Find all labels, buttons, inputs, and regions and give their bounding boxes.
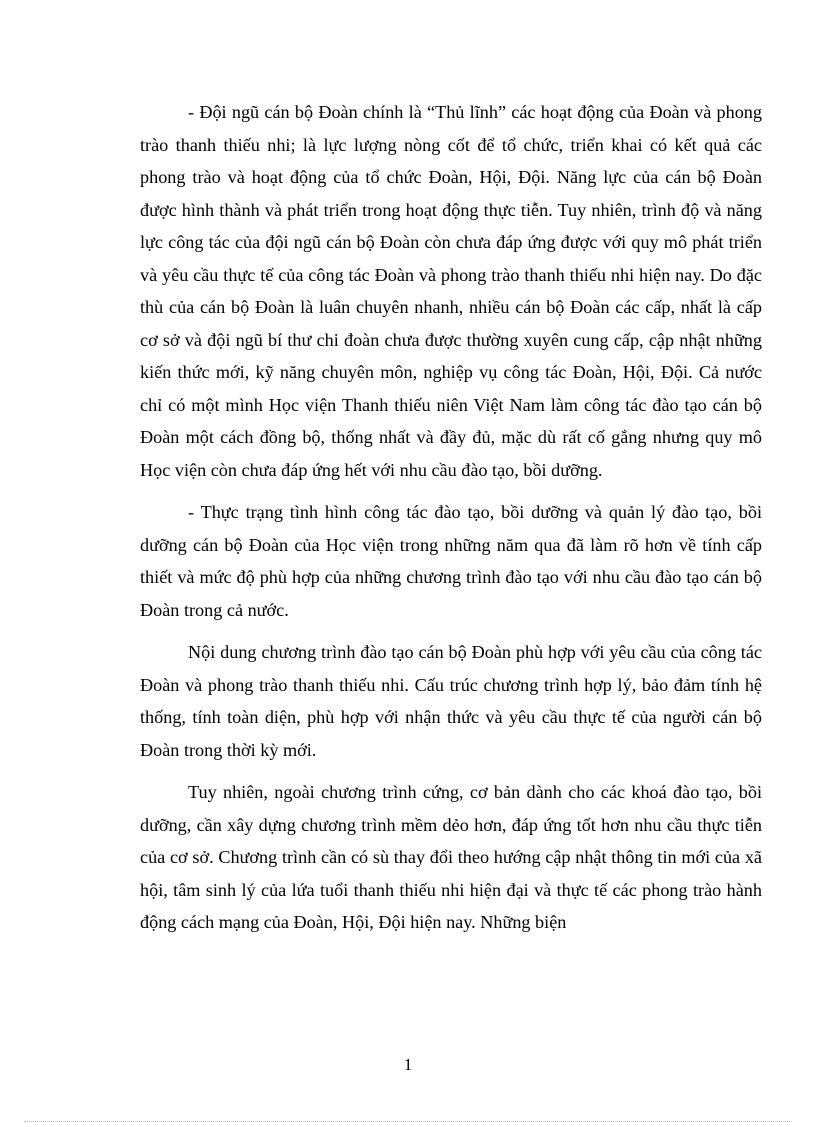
paragraph-2: - Thực trạng tình hình công tác đào tạo, bồi dưỡng và quản lý đào tạo, bồi dưỡng cán bộ Đoàn của Học viện trong những năm qua đã làm rõ hơn về tính cấp thiết và mức độ phù hợp của những chương trình đào tạo với nhu cầu đào tạo cán bộ Đoàn trong cả nước.: [140, 502, 762, 620]
paragraph-3: Nội dung chương trình đào tạo cán bộ Đoàn phù hợp với yêu cầu của công tác Đoàn và phong trào thanh thiếu nhi. Cấu trúc chương trình hợp lý, bảo đảm tính hệ thống, tính toàn diện, phù hợp với nhận thức và yêu cầu thực tế của người cán bộ Đoàn trong thời kỳ mới.: [140, 642, 762, 760]
body-text: [140, 96, 762, 949]
paragraph-4: Tuy nhiên, ngoài chương trình cứng, cơ bản dành cho các khoá đào tạo, bồi dưỡng, cần xây dựng chương trình mềm dẻo hơn, đáp ứng tốt hơn nhu cầu thực tiễn của cơ sở. Chương trình cần có sù thay đổi theo hướng cập nhật thông tin mới của xã hội, tâm sinh lý của lứa tuổi thanh thiếu nhi hiện đại và thực tế các phong trào hành động cách mạng của Đoàn, Hội, Đội hiện nay. Những biện: [140, 782, 762, 932]
page-number: 1: [403, 1055, 413, 1074]
page-bottom-divider: [24, 1121, 792, 1122]
paragraph-1: - Đội ngũ cán bộ Đoàn chính là “Thủ lĩnh” các hoạt động của Đoàn và phong trào thanh thiếu nhi; là lực lượng nòng cốt để tổ chức, triển khai có kết quả các phong trào và hoạt động của tổ chức Đoàn, Hội, Đội. Năng lực của cán bộ Đoàn được hình thành và phát triển trong hoạt động thực tiễn. Tuy nhiên, trình độ và năng lực công tác của đội ngũ cán bộ Đoàn còn chưa đáp ứng được với quy mô phát triển và yêu cầu thực tế của công tác Đoàn và phong trào thanh thiếu nhi hiện nay. Do đặc thù của cán bộ Đoàn là luân chuyên nhanh, nhiều cán bộ Đoàn các cấp, nhất là cấp cơ sở và đội ngũ bí thư chi đoàn chưa được thường xuyên cung cấp, cập nhật những kiến thức mới, kỹ năng chuyên môn, nghiệp vụ công tác Đoàn, Hội, Đội. Cả nước chỉ có một mình Học viện Thanh thiếu niên Việt Nam làm công tác đào tạo cán bộ Đoàn một cách đồng bộ, thống nhất và đầy đủ, mặc dù rất cố gắng nhưng quy mô Học viện còn chưa đáp ứng hết với nhu cầu đào tạo, bồi dưỡng.: [140, 102, 762, 480]
